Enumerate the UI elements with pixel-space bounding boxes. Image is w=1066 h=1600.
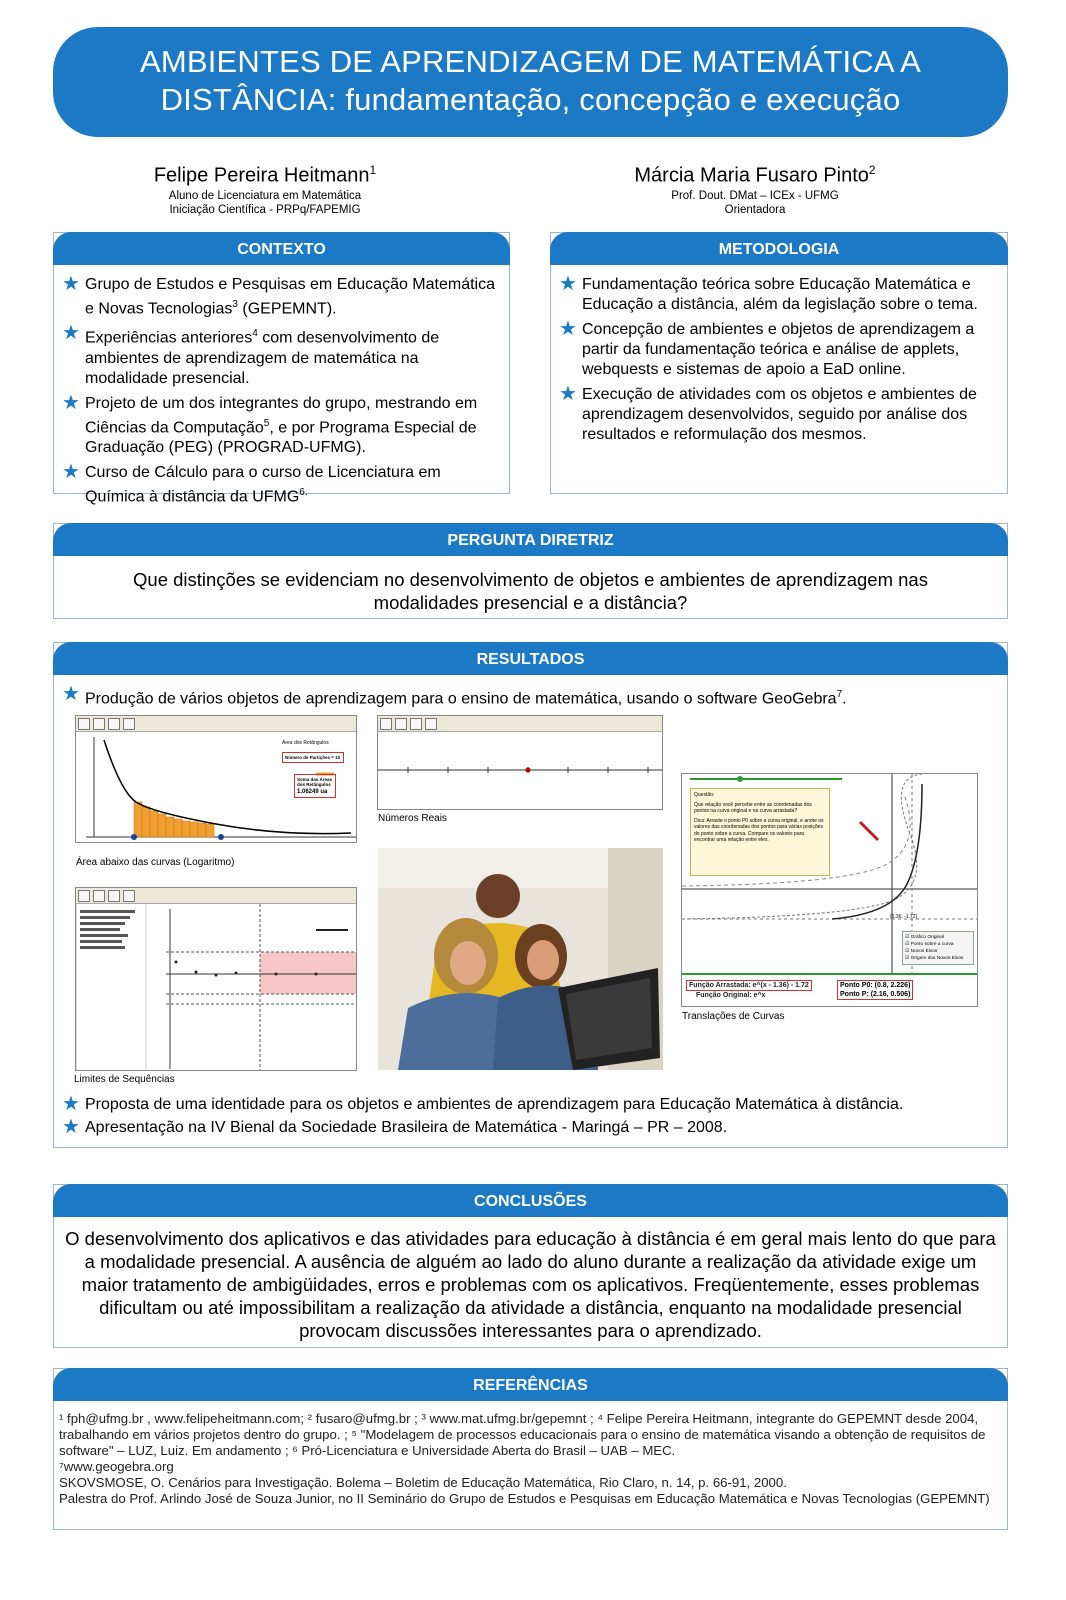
origin-point-label: (1.36, -1.72) [890,914,918,920]
real-numbers-screenshot [377,715,663,810]
metodologia-heading: METODOLOGIA [550,232,1008,265]
references-list [59,1411,999,1507]
conclusoes-heading: CONCLUSÕES [53,1184,1008,1217]
legend-item: ☑ Origem dos Novos Eixos [905,956,964,961]
list-item: ★ Curso de Cálculo para o curso de Licenciatura em Química à distância da $UFMG^{6.}$ [62,460,441,506]
point-labels [837,980,913,1000]
title-line-2: DISTÂNCIA: fundamentação, concepção e execução [160,82,901,117]
star-icon: ★ [62,1093,80,1115]
contexto-list [62,275,503,512]
resultados-panel [53,642,1008,1148]
resultados-item-2: ★ Proposta de uma identidade para os objetos e ambientes de aprendizagem para Educação Matemática à distância. [62,1093,904,1115]
star-icon: ★ [62,1116,80,1138]
area-curves-screenshot [75,715,357,843]
referencias-heading: REFERÊNCIAS [53,1368,1008,1401]
legend-item: ☑ Gráfico Original [905,935,944,940]
title-line-1: AMBIENTES DE APRENDIZAGEM DE MATEMÁTICA A [139,44,922,79]
point-p0: Ponto P0: (0.8, 2.226) [840,982,911,989]
contexto-heading: CONTEXTO [53,232,510,265]
students-photo [378,848,663,1070]
students-photo-art [378,848,663,1070]
author-affiliation: Prof. Dout. DMat – ICEx - UFMG [671,189,839,202]
poster-title [53,27,1008,137]
list-item: ★ Fundamentação teórica sobre Educação Matemática e Educação a distância, além da legislação sobre o tema. [559,273,978,313]
star-icon: ★ [62,391,80,414]
conclusoes-text: O desenvolvimento dos aplicativos e das atividades para educação à distância é em geral mais lento do que para a modalidade presencial. A ausência de alguém ao lado do aluno durante a realização da atividade exige um maior tratamento de ambigüidades, erros e problemas com os aplicativos. Freqüentemente, esses problemas dificultam ou até impossibilitam a realização da atividade a distância, enquanto na modalidade presencial provocam discussões interessantes para o aprendizado. [65,1228,996,1341]
list-item: ★ Execução de atividades com os objetos e ambientes de aprendizagem desenvolvidos, seguido por análise dos resultados e reformulação dos mesmos. [559,383,977,443]
star-icon: ★ [62,683,80,705]
question-box [690,788,830,876]
star-icon: ★ [559,383,577,405]
list-item: ★ Concepção de ambientes e objetos de aprendizagem a partir da fundamentação teórica e análise de applets, webquests e sistemas de apoio a EaD online. [559,318,975,378]
sum-box [294,774,336,798]
star-icon: ★ [62,460,80,483]
caption-translacoes: Translações de Curvas [682,1011,785,1022]
caption-area: Área abaixo das curvas (Logaritmo) [76,857,235,868]
conclusoes-panel [53,1184,1008,1348]
list-item: ★ Experiências anteriores$^4$ com desenvolvimento de ambientes de aprendizagem de matemática na modalidade presencial. [62,322,440,387]
legend-item: ☑ Novos Eixos [905,949,938,954]
pergunta-panel [53,523,1008,619]
caption-limites: Limites de Sequências [74,1074,175,1085]
reference-item: Palestra do Prof. Arlindo José de Souza Junior, no II Seminário do Grupo de Estudos e Pesquisas em Educação Matemática e Novas Tecnologias (GEPEMNT) [59,1491,990,1506]
star-icon: ★ [559,273,577,295]
author-name: Márcia Maria Fusaro Pinto$^2$ [634,163,876,187]
sum-value: 1.06249 ua [297,789,328,795]
point-p: Ponto P: (2.16, 0.506) [840,991,911,998]
author-affiliation: Aluno de Licenciatura em Matemática [168,189,362,202]
legend-item: ☑ Ponto sobre a curva [905,942,954,947]
reference-item: SKOVSMOSE, O. Cenários para Investigação. Bolema – Boletim de Educação Matemática, Rio Claro, n. 14, p. 66-91, 2000. [59,1475,787,1490]
sum-label: Soma das Áreas dos Retângulos [297,777,333,787]
referencias-panel [53,1368,1008,1530]
author-name: Felipe Pereira Heitmann$^1$ [153,163,377,187]
star-icon: ★ [559,318,577,340]
dragged-function-label: Função Arrastada: e^(x - 1.36) - 1.72 [686,980,812,991]
partitions-label: Número de Partições = 10 [282,752,344,763]
original-function-label: Função Original: e^x [696,992,766,999]
question-tip: Dica: Arraste o ponto P0 sobre a curva original, e anote os valores das coordenadas dos pontos para várias posições do ponto sobre a curva. Compare os valores para encontrar uma relação entre eles. [694,817,824,843]
resultados-item-1: ★ Produção de vários objetos de aprendizagem para o ensino de matemática, usando o software GeoGebra$^7$. [62,683,847,708]
reference-item: ¹ fph@ufmg.br , www.felipeheitmann.com; ² fusaro@ufmg.br ; ³ www.mat.ufmg.br/gepemnt ; ⁴ Felipe Pereira Heitmann, integrante do GEPEMNT desde 2004, trabalhando em vários projetos dentro do grupo. ; ⁵ "Modelagem de processos educacionais para o ensino de matemática visando a obtenção de requisitos de software" – LUZ, Luiz. Em andamento ; ⁶ Pró-Licenciatura e Universidade Aberta do Brasil – UAB – MEC. [59,1411,986,1458]
curve-translation-screenshot [681,773,978,1007]
legend-box [902,931,974,965]
sequence-limits-screenshot [75,887,357,1071]
number-line [378,732,663,810]
caption-reais: Números Reais [378,813,447,824]
list-item: ★ Projeto de um dos integrantes do grupo, mestrando em Ciências da Computação$^5$, e por Programa Especial de Graduação (PEG) (PROGRAD-UFMG). [62,391,478,456]
area-checkbox-label: Área dos Retângulos [282,740,329,746]
resultados-heading: RESULTADOS [53,642,1008,675]
list-item: ★ Grupo de Estudos e Pesquisas em Educação Matemática e Novas Tecnologias$^3$ (GEPEMNT). [62,273,495,318]
pergunta-heading: PERGUNTA DIRETRIZ [53,523,1008,556]
metodologia-panel [550,232,1008,494]
sequence-graph [76,904,357,1071]
contexto-panel [53,232,510,506]
resultados-item-3: ★ Apresentação na IV Bienal da Sociedade Brasileira de Matemática - Maringá – PR – 2008. [62,1116,728,1138]
reference-item: ⁷www.geogebra.org [59,1459,174,1474]
author-2 [590,157,920,217]
question-text: Que relação você percebe entre as coordenadas dos pontos na curva original e na curva arrastada? [694,801,812,814]
question-title: Questão: [694,792,715,798]
function-labels [686,980,812,1000]
star-icon: ★ [62,322,80,345]
author-affiliation: Orientadora [724,203,786,216]
author-affiliation: Iniciação Científica - PRPq/FAPEMIG [169,203,361,216]
star-icon: ★ [62,273,80,295]
author-1 [105,157,425,217]
pergunta-text: Que distinções se evidenciam no desenvolvimento de objetos e ambientes de aprendizagem nas modalidades presencial e a distância? [133,569,928,613]
metodologia-list [559,275,1001,450]
